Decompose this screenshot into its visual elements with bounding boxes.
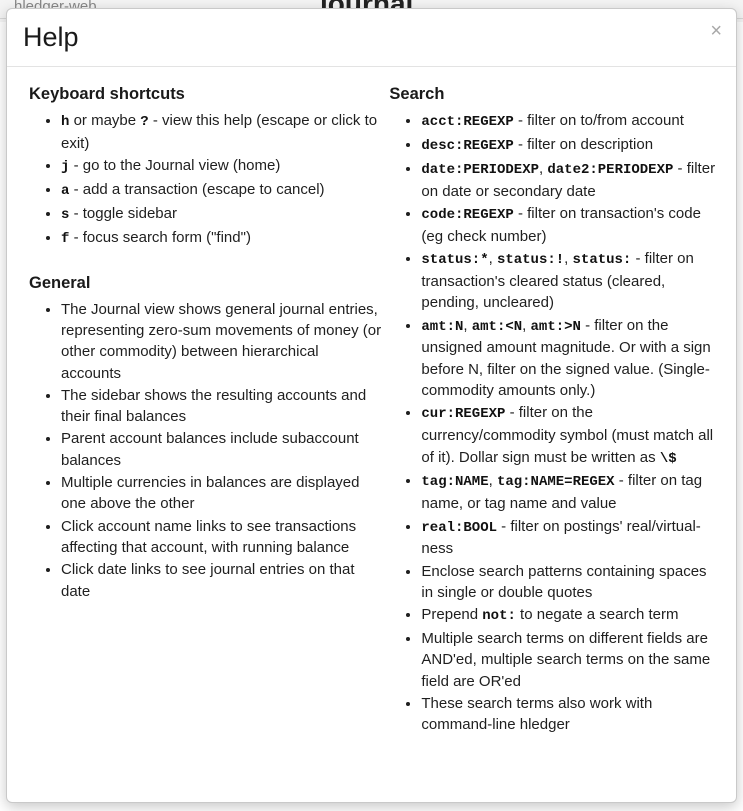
list-item: • Prepend not: to negate a search term — [421, 604, 720, 627]
list-item: • The sidebar shows the resulting accounts and their final balances — [61, 385, 381, 428]
search-list — [383, 110, 720, 736]
list-item: • Click date links to see journal entries on that date — [61, 559, 381, 602]
list-item: • Enclose search patterns containing spaces in single or double quotes — [421, 561, 720, 604]
list-item: • h or maybe ? - view this help (escape or click to exit) — [61, 110, 381, 154]
list-item: • a - add a transaction (escape to cancel) — [61, 179, 381, 202]
search-heading: Search — [389, 85, 445, 103]
list-item: • j - go to the Journal view (home) — [61, 155, 381, 178]
list-item: • Click account name links to see transactions affecting that account, with running balance — [61, 516, 381, 559]
list-item: • status:*, status:!, status: - filter on transaction's cleared status (cleared, pending, uncleared) — [421, 248, 720, 313]
list-item: • date:PERIODEXP, date2:PERIODEXP - filter on date or secondary date — [421, 158, 720, 202]
list-item: • s - toggle sidebar — [61, 203, 381, 226]
keyboard-shortcuts-heading: Keyboard shortcuts — [29, 85, 185, 103]
modal-title: Help — [23, 22, 79, 52]
list-item: • These search terms also work with command-line hledger — [421, 693, 720, 736]
list-item: • Parent account balances include subaccount balances — [61, 428, 381, 471]
list-item: • Multiple search terms on different fields are AND'ed, multiple search terms on the same field are OR'ed — [421, 628, 720, 692]
help-column-right — [383, 85, 720, 737]
list-item: • Multiple currencies in balances are displayed one above the other — [61, 472, 381, 515]
keyboard-shortcuts-list — [23, 110, 381, 250]
general-list — [23, 299, 381, 602]
help-column-left — [23, 85, 381, 603]
list-item: • real:BOOL - filter on postings' real/virtual-ness — [421, 516, 720, 560]
list-item: • tag:NAME, tag:NAME=REGEX - filter on tag name, or tag name and value — [421, 470, 720, 514]
modal-body — [7, 67, 736, 747]
list-item: • amt:N, amt:<N, amt:>N - filter on the unsigned amount magnitude. Or with a sign before N, filter on the signed value. (Single-commodity amounts only.) — [421, 315, 720, 402]
help-modal — [6, 8, 737, 803]
list-item: • f - focus search form ("find") — [61, 227, 381, 250]
list-item: • acct:REGEXP - filter on to/from account — [421, 110, 720, 133]
list-item: • cur:REGEXP - filter on the currency/commodity symbol (must match all of it). Dollar sign must be written as \$ — [421, 402, 720, 469]
list-item: • code:REGEXP - filter on transaction's code (eg check number) — [421, 203, 720, 247]
close-icon[interactable]: × — [710, 20, 722, 42]
list-item: • The Journal view shows general journal entries, representing zero-sum movements of money (or other commodity) between hierarchical accounts — [61, 299, 381, 384]
modal-header — [7, 9, 736, 67]
help-columns — [23, 85, 720, 737]
general-heading: General — [29, 273, 91, 292]
list-item: • desc:REGEXP - filter on description — [421, 134, 720, 157]
